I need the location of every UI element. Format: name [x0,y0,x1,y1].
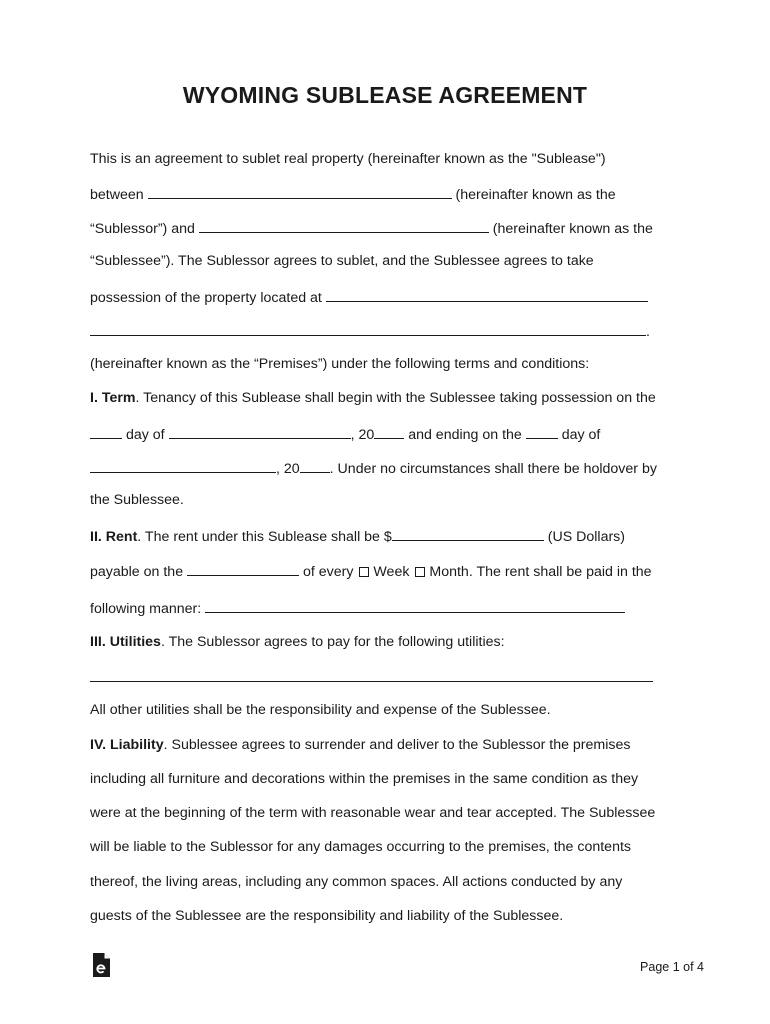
week-checkbox[interactable] [359,567,369,577]
month-checkbox[interactable] [415,567,425,577]
utilities-line-2 [90,667,653,687]
start-day-field[interactable] [90,424,122,439]
text-20-2: , 20 [276,461,300,477]
property-address-field-1[interactable] [326,287,648,302]
intro-line-7: (hereinafter known as the “Premises”) under the following terms and conditions: [90,356,590,372]
rent-text-1: . The rent under this Sublease shall be $ [137,529,392,545]
text-hereinafter-2: (hereinafter known as the [492,221,653,237]
text-period: . [646,324,650,340]
page-number: Page 1 of 4 [640,960,704,974]
term-line-4: the Sublessee. [90,492,184,508]
text-day-of-2: day of [561,427,601,443]
term-line-3 [90,458,657,478]
text-20-1: , 20 [350,427,375,443]
liability-text-1: . Sublessee agrees to surrender and deliver to the Sublessor the premises [163,737,631,753]
text-between: between [90,187,144,203]
term-line-1 [90,389,656,407]
term-heading: I. Term [90,390,136,406]
liability-line-5: thereof, the living areas, including any common spaces. All actions conducted by any [90,874,623,890]
rent-line-3 [90,598,625,618]
term-line-2 [90,424,600,444]
rent-line-2 [90,561,652,581]
text-month: Month. The rent shall be paid in the [429,564,652,580]
end-day-field[interactable] [526,424,558,439]
liability-line-4: will be liable to the Sublessor for any damages occurring to the premises, the contents [90,839,631,855]
text-week: Week [373,564,410,580]
liability-line-6: guests of the Sublessee are the responsibility and liability of the Sublessee. [90,908,564,924]
liability-line-3: were at the beginning of the term with reasonable wear and tear accepted. The Sublessee [90,805,656,821]
intro-line-5 [90,287,648,307]
utilities-line-3: All other utilities shall be the responsibility and expense of the Sublessee. [90,702,551,718]
start-month-field[interactable] [169,424,351,439]
document-title: WYOMING SUBLEASE AGREEMENT [182,82,588,108]
term-text-1: . Tenancy of this Sublease shall begin with the Sublessee taking possession on the [135,390,656,406]
intro-line-2 [90,184,616,204]
intro-line-1: This is an agreement to sublet real property (hereinafter known as the "Sublease") [90,151,606,167]
utilities-line-1 [90,633,505,651]
liability-line-2: including all furniture and decorations within the premises in the same condition as they [90,771,639,787]
property-address-field-2[interactable] [90,321,646,336]
utilities-heading: III. Utilities [90,634,161,650]
text-ending: and ending on the [408,427,522,443]
text-payable-on: payable on the [90,564,184,580]
text-of-every: of every [303,564,354,580]
text-possession: possession of the property located at [90,290,322,306]
rent-amount-field[interactable] [392,526,544,541]
rent-heading: II. Rent [90,529,138,545]
intro-line-4: “Sublessee”). The Sublessor agrees to sublet, and the Sublessee agrees to take [90,253,594,269]
utilities-list-field[interactable] [90,667,653,682]
liability-heading: IV. Liability [90,737,164,753]
sublessor-name-field[interactable] [148,184,452,199]
text-hereinafter-1: (hereinafter known as the [455,187,616,203]
document-logo-icon [91,952,111,978]
term-text-3: . Under no circumstances shall there be holdover by [329,461,657,477]
text-sublessor-and: “Sublessor”) and [90,221,195,237]
payment-manner-field[interactable] [205,598,625,613]
payment-day-field[interactable] [187,561,299,576]
end-year-field[interactable] [300,458,330,473]
rent-line-1 [90,526,625,546]
start-year-field[interactable] [374,424,404,439]
utilities-text-1: . The Sublessor agrees to pay for the following utilities: [160,634,505,650]
sublessee-name-field[interactable] [199,218,489,233]
end-month-field[interactable] [90,458,276,473]
liability-line-1 [90,736,630,754]
intro-line-3 [90,218,653,238]
intro-line-6 [90,321,650,341]
text-day-of-1: day of [125,427,165,443]
text-us-dollars: (US Dollars) [547,529,625,545]
text-following-manner: following manner: [90,601,202,617]
